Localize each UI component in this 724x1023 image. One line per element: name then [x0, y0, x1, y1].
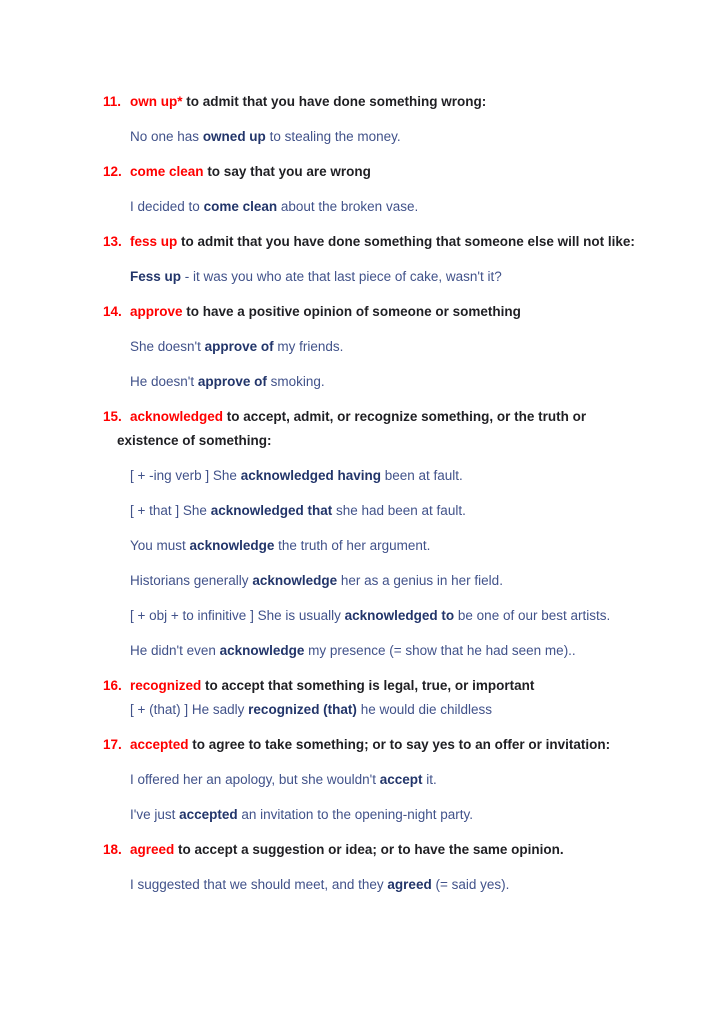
example-keyword: owned up: [202, 129, 266, 144]
example-keyword: acknowledged having: [240, 468, 381, 483]
example-keyword: approve of: [197, 374, 267, 389]
item-term: acknowledged: [130, 409, 224, 424]
example-keyword: come clean: [203, 199, 278, 214]
example-text: about the broken vase.: [277, 199, 419, 214]
example-text: I've just: [130, 807, 180, 822]
example-text: [ + that ] She: [130, 503, 211, 518]
item-heading: [103, 674, 638, 698]
example-text: I offered her an apology, but she wouldn't: [130, 772, 380, 787]
example-keyword: accept: [379, 772, 423, 787]
example-sentence: [130, 803, 626, 827]
item-term: fess up: [130, 234, 178, 249]
example-text: smoking.: [266, 374, 325, 389]
example-text: - it was you who ate that last piece of cake, wasn't it?: [181, 269, 502, 284]
example-text: I suggested that we should meet, and they: [130, 877, 388, 892]
item-number: 15.: [103, 409, 122, 424]
example-text: be one of our best artists.: [454, 608, 611, 623]
example-keyword: acknowledged to: [344, 608, 455, 623]
item-definition: to agree to take something; or to say yes to an offer or invitation:: [192, 737, 611, 752]
example-text: You must: [130, 538, 190, 553]
item-heading: [103, 90, 638, 114]
example-keyword: Fess up: [130, 269, 182, 284]
example-text: been at fault.: [380, 468, 463, 483]
item-definition: to say that you are wrong: [207, 164, 371, 179]
example-sentence: [130, 698, 626, 722]
example-text: she had been at fault.: [332, 503, 466, 518]
example-text: the truth of her argument.: [274, 538, 431, 553]
example-sentence: [130, 499, 626, 523]
item-heading: [103, 733, 638, 757]
example-text: Historians generally: [130, 573, 253, 588]
item-number: 14.: [103, 304, 122, 319]
example-sentence: [130, 125, 626, 149]
example-text: my friends.: [273, 339, 344, 354]
example-text: He doesn't: [130, 374, 198, 389]
item-number: 18.: [103, 842, 122, 857]
example-keyword: accepted: [179, 807, 238, 822]
item-heading: [103, 160, 638, 184]
vocab-item: [0, 160, 724, 219]
item-term: recognized: [130, 678, 202, 693]
vocab-list: [0, 90, 724, 897]
example-sentence: [130, 768, 626, 792]
example-text: He didn't even: [130, 643, 220, 658]
example-text: [ + obj + to infinitive ] She is usually: [130, 608, 345, 623]
example-sentence: [130, 873, 626, 897]
example-sentence: [130, 569, 626, 593]
example-text: her as a genius in her field.: [337, 573, 503, 588]
vocab-item: [0, 230, 724, 289]
item-term: come clean: [130, 164, 204, 179]
item-heading: [103, 405, 638, 453]
item-definition: to accept that something is legal, true, or important: [205, 678, 535, 693]
item-number: 12.: [103, 164, 122, 179]
example-text: he would die childless: [356, 702, 493, 717]
vocab-item: [0, 90, 724, 149]
example-keyword: acknowledged that: [210, 503, 333, 518]
vocab-item: [0, 405, 724, 663]
example-keyword: acknowledge: [219, 643, 305, 658]
item-definition: to accept, admit, or recognize something, or the truth or existence of something:: [117, 409, 587, 448]
example-keyword: agreed: [387, 877, 432, 892]
example-keyword: recognized (that): [248, 702, 357, 717]
example-text: (= said yes).: [431, 877, 510, 892]
example-text: I decided to: [130, 199, 204, 214]
vocab-item: [0, 838, 724, 897]
item-definition: to admit that you have done something that someone else will not like:: [181, 234, 635, 249]
example-sentence: [130, 604, 626, 628]
item-number: 13.: [103, 234, 122, 249]
item-number: 17.: [103, 737, 122, 752]
example-sentence: [130, 639, 626, 663]
example-keyword: acknowledge: [252, 573, 338, 588]
example-text: it.: [422, 772, 437, 787]
item-heading: [103, 838, 638, 862]
example-text: an invitation to the opening-night party.: [237, 807, 474, 822]
item-number: 16.: [103, 678, 122, 693]
example-sentence: [130, 335, 626, 359]
item-term: agreed: [130, 842, 175, 857]
example-text: my presence (= show that he had seen me)..: [304, 643, 576, 658]
vocab-item: [0, 733, 724, 827]
item-definition: to have a positive opinion of someone or something: [186, 304, 521, 319]
item-term: accepted: [130, 737, 189, 752]
item-term: approve: [130, 304, 183, 319]
example-text: [ + (that) ] He sadly: [130, 702, 249, 717]
vocab-item: [0, 300, 724, 394]
item-heading: [103, 230, 638, 254]
example-sentence: [130, 265, 626, 289]
example-sentence: [130, 195, 626, 219]
example-text: No one has: [130, 129, 203, 144]
item-term: own up*: [130, 94, 183, 109]
example-sentence: [130, 370, 626, 394]
example-keyword: approve of: [204, 339, 274, 354]
example-text: [ + -ing verb ] She: [130, 468, 241, 483]
item-definition: to accept a suggestion or idea; or to have the same opinion.: [178, 842, 564, 857]
item-heading: [103, 300, 638, 324]
example-text: to stealing the money.: [265, 129, 401, 144]
example-keyword: acknowledge: [189, 538, 275, 553]
example-sentence: [130, 534, 626, 558]
item-number: 11.: [103, 94, 122, 109]
example-sentence: [130, 464, 626, 488]
example-text: She doesn't: [130, 339, 205, 354]
vocab-item: [0, 674, 724, 722]
item-definition: to admit that you have done something wrong:: [186, 94, 487, 109]
